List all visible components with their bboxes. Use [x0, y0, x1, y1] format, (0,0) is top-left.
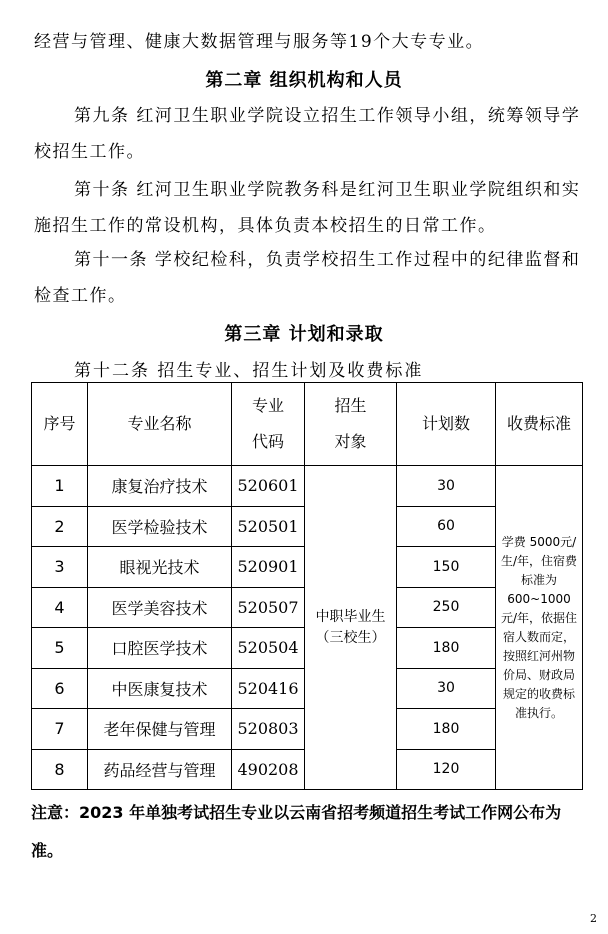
- article-9: 第九条 红河卫生职业学院设立招生工作领导小组，统筹领导学校招生工作。: [34, 106, 581, 162]
- header-plan: 计划数: [397, 383, 496, 466]
- cell-target: [305, 466, 397, 790]
- cell-major-name: 老年保健与管理: [88, 709, 232, 750]
- cell-plan: 150: [397, 547, 496, 588]
- chapter-2-heading: 第二章 组织机构和人员: [205, 70, 403, 91]
- cell-major-code: 490208: [232, 749, 305, 790]
- target-line-2: （三校生）: [315, 629, 386, 646]
- cell-major-name: 中医康复技术: [88, 668, 232, 709]
- cell-no: 3: [32, 547, 88, 588]
- chapter-3-heading: 第三章 计划和录取: [224, 324, 384, 345]
- cell-plan: 60: [397, 506, 496, 547]
- cell-major-code: 520601: [232, 466, 305, 507]
- cell-major-code: 520901: [232, 547, 305, 588]
- cell-no: 2: [32, 506, 88, 547]
- cell-plan: 30: [397, 668, 496, 709]
- cell-major-name: 药品经营与管理: [88, 749, 232, 790]
- enrollment-plan-table: [31, 382, 583, 790]
- header-code-line-2: 代码: [251, 432, 284, 451]
- target-line-1: 中职毕业生: [315, 608, 386, 625]
- cell-major-code: 520416: [232, 668, 305, 709]
- article-10: 第十条 红河卫生职业学院教务科是红河卫生职业学院组织和实施招生工作的常设机构，具体负责本校招生的日常工作。: [34, 180, 581, 236]
- page-number: 2: [590, 912, 597, 925]
- table-row: [32, 466, 583, 507]
- header-target-line-1: 招生: [334, 396, 367, 415]
- cell-major-name: 眼视光技术: [88, 547, 232, 588]
- header-target-line-2: 对象: [334, 432, 367, 451]
- cell-no: 8: [32, 749, 88, 790]
- header-major-name: 专业名称: [88, 383, 232, 466]
- cell-no: 1: [32, 466, 88, 507]
- cell-no: 5: [32, 628, 88, 669]
- cell-major-name: 康复治疗技术: [88, 466, 232, 507]
- cell-major-code: 520507: [232, 587, 305, 628]
- cell-major-code: 520504: [232, 628, 305, 669]
- table-header-row: [32, 383, 583, 466]
- cell-no: 7: [32, 709, 88, 750]
- header-fee: 收费标准: [496, 383, 583, 466]
- cell-plan: 250: [397, 587, 496, 628]
- cell-major-name: 口腔医学技术: [88, 628, 232, 669]
- cell-plan: 180: [397, 709, 496, 750]
- cell-plan: 180: [397, 628, 496, 669]
- header-code-line-1: 专业: [251, 396, 284, 415]
- cell-major-code: 520803: [232, 709, 305, 750]
- note-text: 注意：2023 年单独考试招生专业以云南省招考频道招生考试工作网公布为准。: [31, 803, 562, 860]
- cell-major-name: 医学检验技术: [88, 506, 232, 547]
- cell-plan: 120: [397, 749, 496, 790]
- header-target: [305, 383, 397, 466]
- article-12-caption: 第十二条 招生专业、招生计划及收费标准: [74, 361, 424, 381]
- cell-major-name: 医学美容技术: [88, 587, 232, 628]
- cell-fee-standard: 学费 5000元/生/年，住宿费标准为 600~1000元/年，依据住宿人数而定，按照红河州物价局、财政局规定的收费标准执行。: [496, 466, 583, 790]
- cell-no: 6: [32, 668, 88, 709]
- header-major-code: [232, 383, 305, 466]
- cell-plan: 30: [397, 466, 496, 507]
- cell-major-code: 520501: [232, 506, 305, 547]
- header-no: 序号: [32, 383, 88, 466]
- paragraph-intro-tail: 经营与管理、健康大数据管理与服务等19个大专专业。: [34, 32, 485, 52]
- article-11: 第十一条 学校纪检科，负责学校招生工作过程中的纪律监督和检查工作。: [34, 250, 581, 306]
- cell-no: 4: [32, 587, 88, 628]
